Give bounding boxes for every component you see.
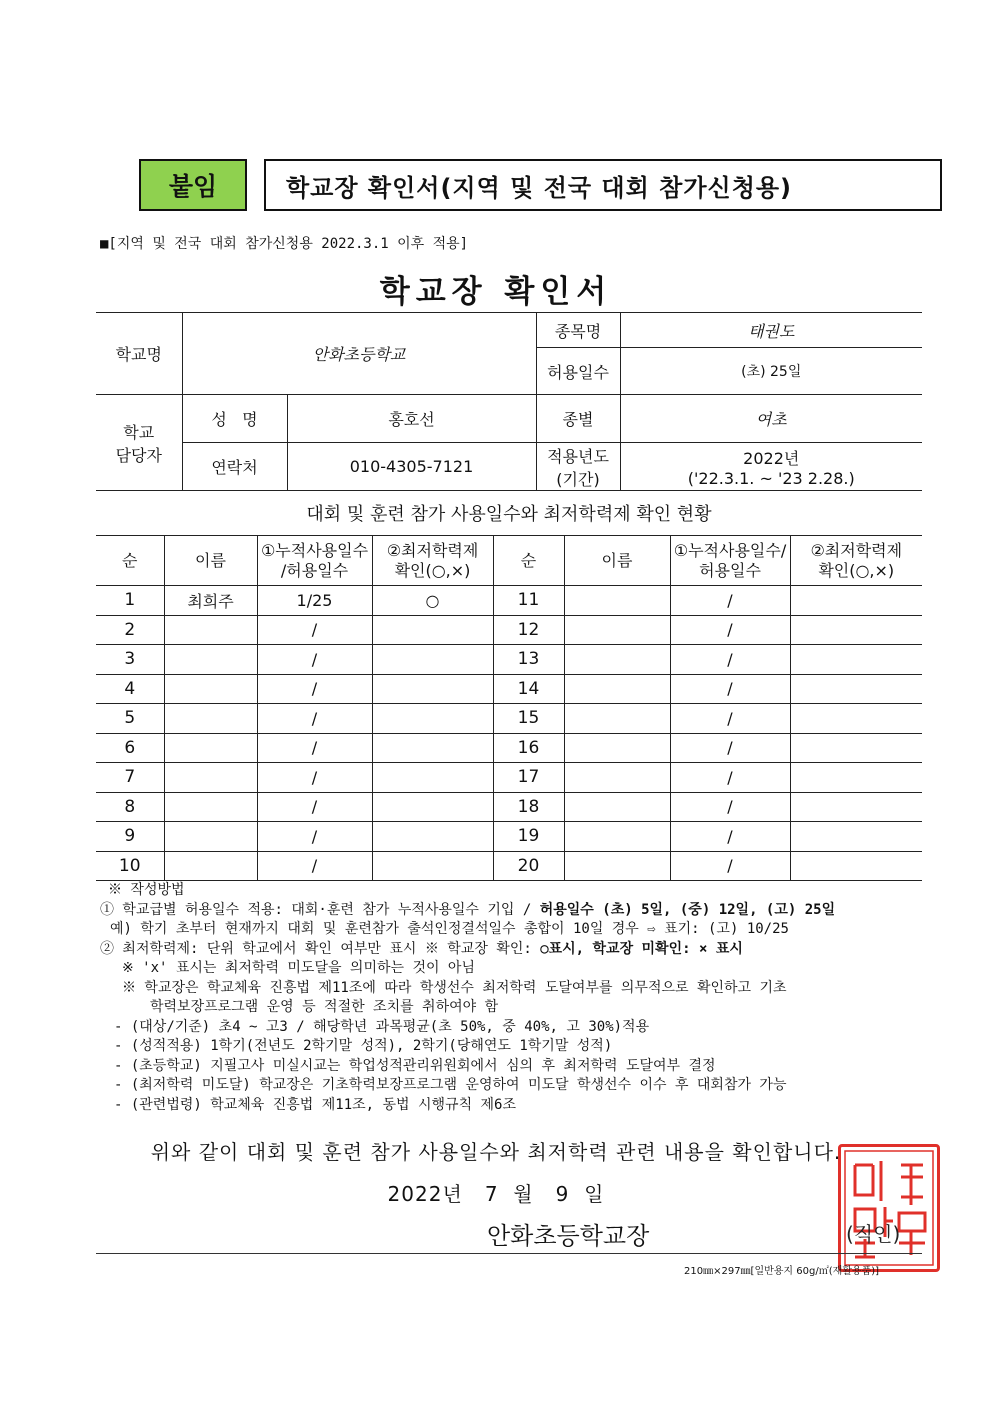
cell-acad-l: ○ [372, 586, 493, 616]
cell-no-r: 13 [493, 645, 564, 675]
cell-days-l: / [257, 704, 372, 734]
cell-days-l: / [257, 763, 372, 793]
header-name-right: 이름 [564, 536, 670, 586]
table-row [96, 704, 922, 734]
cell-no-r: 20 [493, 851, 564, 881]
school-label: 학교명 [96, 313, 182, 395]
table-row [96, 733, 922, 763]
cell-name-l [164, 615, 257, 645]
cell-acad-l [372, 733, 493, 763]
cell-days-l: 1/25 [257, 586, 372, 616]
detail-5: - (관련법령) 학교체육 진흥법 제11조, 동법 시행규칙 제6조 [114, 1096, 517, 1113]
cell-acad-r [790, 586, 922, 616]
cell-no-r: 14 [493, 674, 564, 704]
seal-label: (직인) [846, 1222, 901, 1246]
progress-title: 대회 및 훈련 참가 사용일수와 최저학력제 확인 현황 [306, 504, 712, 525]
cell-no-r: 12 [493, 615, 564, 645]
cell-no-r: 16 [493, 733, 564, 763]
header-no-right: 순 [493, 536, 564, 586]
cell-no-l: 9 [96, 822, 164, 852]
cell-acad-l [372, 822, 493, 852]
header-days-line1: ①누적사용일수 [260, 540, 369, 560]
cell-acad-l [372, 851, 493, 881]
cell-days-l: / [257, 733, 372, 763]
header-academic-line1: ②최저학력제 [386, 540, 479, 560]
cell-no-r: 11 [493, 586, 564, 616]
category-label: 종별 [536, 395, 620, 443]
year-value-line1: 2022년 [743, 448, 800, 468]
table-row [96, 674, 922, 704]
staff-label-line1: 학교 [123, 422, 155, 442]
cell-days-r: / [670, 586, 790, 616]
cell-no-l: 8 [96, 792, 164, 822]
name-label: 성 명 [182, 395, 287, 443]
cell-name-l [164, 645, 257, 675]
header-no: 순 [96, 536, 164, 586]
cell-acad-l [372, 792, 493, 822]
table-row [96, 822, 922, 852]
cell-name-r [564, 586, 670, 616]
cell-days-r: / [670, 733, 790, 763]
cell-acad-r [790, 763, 922, 793]
cell-no-r: 18 [493, 792, 564, 822]
cell-days-l: / [257, 674, 372, 704]
cell-acad-r [790, 822, 922, 852]
cell-days-r: / [670, 792, 790, 822]
table-row [96, 615, 922, 645]
cell-no-l: 6 [96, 733, 164, 763]
issue-date: 2022년 7 월 9 일 [387, 1182, 605, 1206]
table-row [96, 763, 922, 793]
staff-label [96, 395, 182, 491]
cell-days-r: / [670, 822, 790, 852]
note-1-text: ① 학교급별 허용일수 적용: 대회·훈련 참가 누적사용일수 기입 / [100, 901, 540, 918]
table-row [96, 792, 922, 822]
cell-acad-r [790, 851, 922, 881]
cell-days-r: / [670, 615, 790, 645]
header-academic-line2: 확인(○,×) [394, 560, 471, 580]
confirmation-statement: 위와 같이 대회 및 훈련 참가 사용일수와 최저학력 관련 내용을 확인합니다. [150, 1140, 842, 1164]
principal-title: 안화초등학교장 [487, 1222, 650, 1250]
note-4-cont: 학력보장프로그램 운영 등 적절한 조치를 취하여야 함 [150, 999, 499, 1015]
header-academic-right-line2: 확인(○,×) [818, 560, 895, 580]
cell-days-r: / [670, 851, 790, 881]
header-academic-right [790, 536, 922, 586]
cell-days-r: / [670, 704, 790, 734]
category-value: 여초 [620, 395, 922, 443]
cell-no-l: 10 [96, 851, 164, 881]
cell-name-l [164, 822, 257, 852]
sport-value: 태권도 [620, 313, 922, 348]
attachment-badge: 붙임 [139, 159, 247, 211]
sport-label: 종목명 [536, 313, 620, 348]
cell-acad-l [372, 645, 493, 675]
header-days-right [670, 536, 790, 586]
cell-no-r: 15 [493, 704, 564, 734]
cell-name-r [564, 851, 670, 881]
detail-3: - (초등학교) 지필고사 미실시교는 학업성적관리위원회에서 심의 후 최저학력 도달여부 결정 [114, 1057, 716, 1074]
cell-days-r: / [670, 763, 790, 793]
cell-acad-l [372, 763, 493, 793]
allowed-days-label: 허용일수 [536, 348, 620, 395]
cell-name-r [564, 645, 670, 675]
note-2 [100, 940, 930, 960]
header-days-line2: /허용일수 [280, 560, 349, 580]
detail-1: - (대상/기준) 초4 ~ 고3 / 해당학년 과목평균(초 50%, 중 40%, 고 30%)적용 [114, 1018, 650, 1035]
contact-label: 연락처 [182, 443, 287, 491]
cell-days-l: / [257, 645, 372, 675]
note-1-example: 예) 학기 초부터 현재까지 대회 및 훈련참가 출석인정결석일수 총합이 10일 경우 ⇨ 표기: (고) 10/25 [110, 921, 789, 937]
year-label [536, 443, 620, 491]
year-label-line1: 적용년도 [547, 446, 609, 466]
header-academic [372, 536, 493, 586]
cell-name-r [564, 615, 670, 645]
note-2-bold: ○표시, 학교장 미확인: × 표시 [540, 940, 743, 957]
cell-name-l [164, 851, 257, 881]
note-4: ※ 학교장은 학교체육 진흥법 제11조에 따라 학생선수 최저학력 도달여부를 의무적으로 확인하고 기초 [122, 979, 787, 996]
cell-acad-r [790, 733, 922, 763]
year-value [620, 443, 922, 491]
cell-name-l [164, 792, 257, 822]
detail-2: - (성적적용) 1학기(전년도 2학기말 성적), 2학기(당해연도 1학기말 성적) [114, 1038, 613, 1054]
school-info-table [96, 312, 922, 491]
document-title-box: 학교장 확인서(지역 및 전국 대회 참가신청용) [264, 159, 942, 211]
cell-no-r: 17 [493, 763, 564, 793]
header-academic-right-line1: ②최저학력제 [810, 540, 903, 560]
cell-days-l: / [257, 851, 372, 881]
table-row [96, 645, 922, 675]
cell-acad-r [790, 792, 922, 822]
header-name: 이름 [164, 536, 257, 586]
cell-no-l: 3 [96, 645, 164, 675]
cell-name-r [564, 792, 670, 822]
header-days [257, 536, 372, 586]
cell-name-l [164, 704, 257, 734]
cell-name-r [564, 822, 670, 852]
participation-table [96, 535, 922, 881]
note-1 [100, 901, 930, 921]
cell-acad-l [372, 674, 493, 704]
seal-graphic [841, 1147, 937, 1269]
cell-no-l: 4 [96, 674, 164, 704]
cell-acad-r [790, 704, 922, 734]
paper-spec: 210㎜×297㎜[일반용지 60g/㎡(재활용품)] [684, 1266, 880, 1277]
cell-days-l: / [257, 615, 372, 645]
applicability-note: ■[지역 및 전국 대회 참가신청용 2022.3.1 이후 적용] [100, 236, 469, 252]
notes-heading: ※ 작성방법 [108, 882, 185, 898]
cell-no-l: 2 [96, 615, 164, 645]
staff-label-line2: 담당자 [115, 445, 162, 465]
cell-name-l: 최희주 [164, 586, 257, 616]
year-label-line2: (기간) [556, 469, 600, 489]
footer-divider [96, 1253, 922, 1254]
allowed-days-value: (초) 25일 [620, 348, 922, 395]
header-days-right-line2: 허용일수 [699, 560, 761, 580]
cell-acad-r [790, 674, 922, 704]
cell-acad-l [372, 615, 493, 645]
cell-acad-l [372, 704, 493, 734]
cell-days-l: / [257, 792, 372, 822]
page-title: 학교장 확인서 [379, 274, 613, 310]
cell-name-l [164, 674, 257, 704]
school-value: 안화초등학교 [182, 313, 536, 395]
cell-name-l [164, 733, 257, 763]
cell-name-l [164, 763, 257, 793]
note-3: ※ 'x' 표시는 최저학력 미도달을 의미하는 것이 아님 [122, 960, 475, 976]
cell-name-r [564, 733, 670, 763]
table-row [96, 851, 922, 881]
cell-no-l: 1 [96, 586, 164, 616]
header-days-right-line1: ①누적사용일수/ [673, 540, 787, 560]
year-value-line2: ('22.3.1. ~ '23 2.28.) [687, 468, 855, 488]
cell-name-r [564, 704, 670, 734]
note-2-text: ② 최저학력제: 단위 학교에서 확인 여부만 표시 ※ 학교장 확인: [100, 940, 541, 957]
cell-acad-r [790, 615, 922, 645]
cell-name-r [564, 674, 670, 704]
cell-no-l: 5 [96, 704, 164, 734]
contact-value: 010-4305-7121 [287, 443, 536, 491]
cell-no-l: 7 [96, 763, 164, 793]
detail-4: - (최저학력 미도달) 학교장은 기초학력보장프로그램 운영하여 미도달 학생선수 이수 후 대회참가 가능 [114, 1077, 787, 1093]
cell-days-l: / [257, 822, 372, 852]
table-row [96, 586, 922, 616]
note-1-bold: 허용일수 (초) 5일, (중) 12일, (고) 25일 [539, 901, 836, 918]
cell-days-r: / [670, 645, 790, 675]
cell-no-r: 19 [493, 822, 564, 852]
cell-acad-r [790, 645, 922, 675]
cell-days-r: / [670, 674, 790, 704]
name-value: 홍호선 [287, 395, 536, 443]
instructions [100, 881, 930, 1115]
cell-name-r [564, 763, 670, 793]
